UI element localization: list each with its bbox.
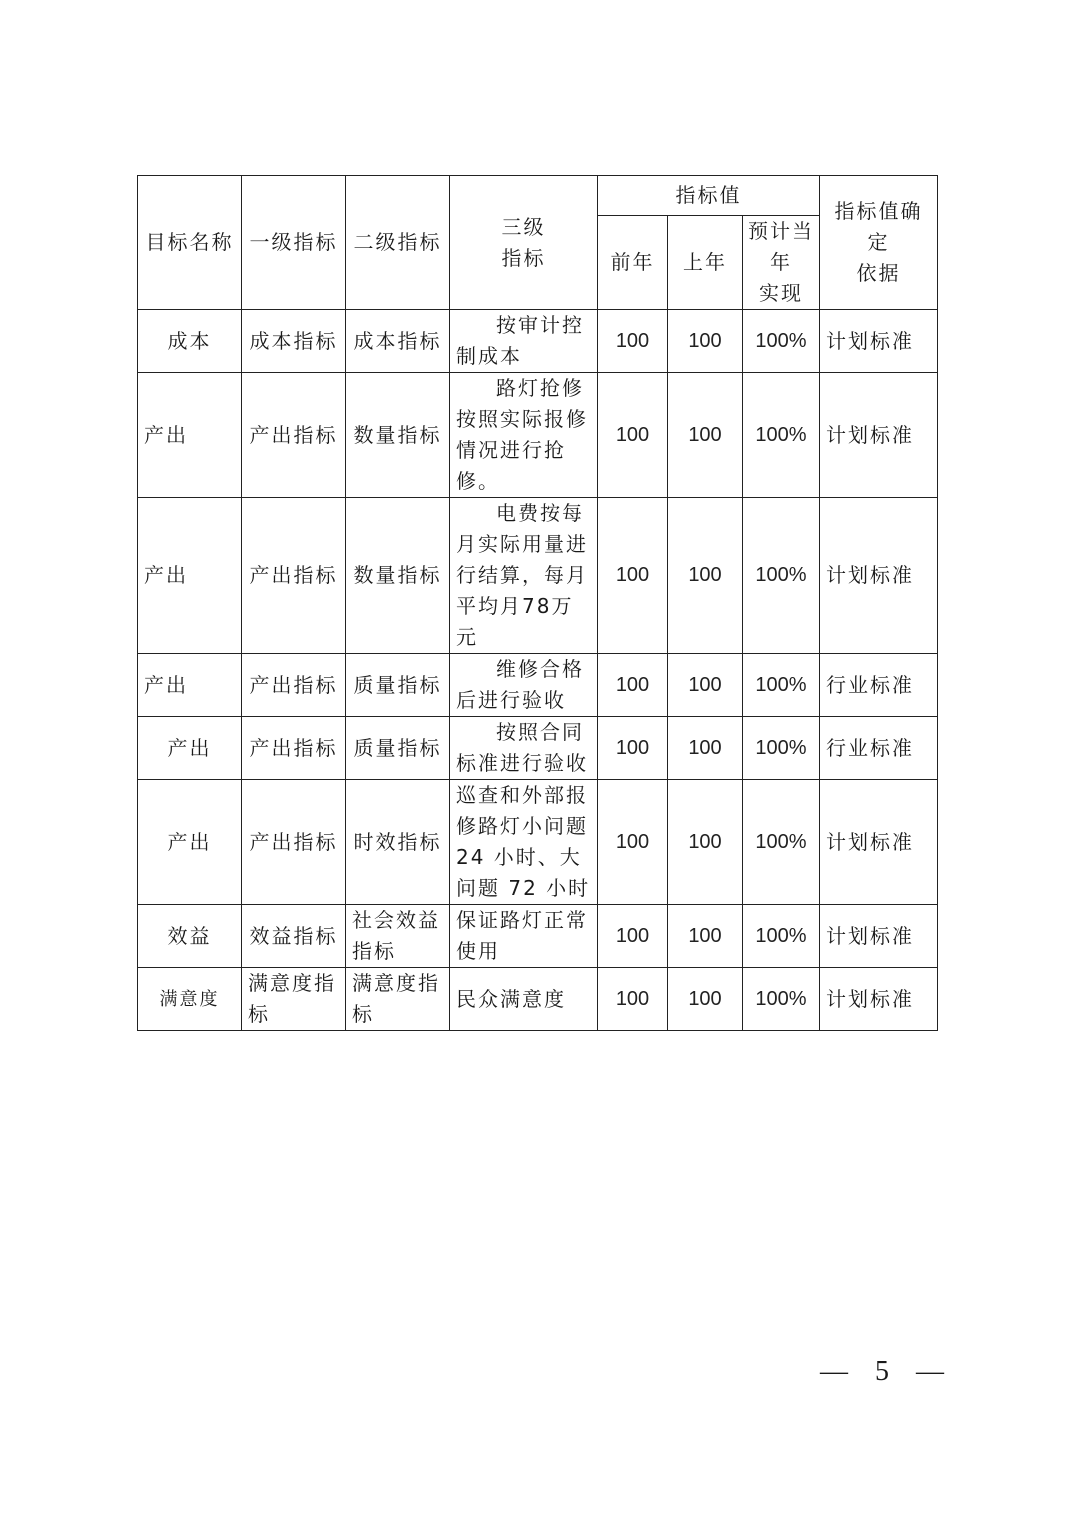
header-level1: 一级指标: [242, 176, 346, 310]
level2-cell: 数量指标: [346, 373, 450, 498]
prev-year-cell: 100: [598, 498, 668, 654]
prev-year-cell: 100: [598, 717, 668, 780]
table-row: [138, 968, 938, 1031]
expected-cell: 100%: [743, 498, 820, 654]
table-row: [138, 717, 938, 780]
basis-cell: 计划标准: [820, 373, 938, 498]
target-cell: 产出: [138, 717, 242, 780]
expected-cell: 100%: [743, 780, 820, 905]
level2-cell: 质量指标: [346, 717, 450, 780]
prev-year-cell: 100: [598, 654, 668, 717]
level1-cell: 产出指标: [242, 780, 346, 905]
header-expected: 预计当 年 实现: [743, 216, 820, 310]
expected-cell: 100%: [743, 968, 820, 1031]
table-row: [138, 373, 938, 498]
header-level3: 三级 指标: [450, 176, 598, 310]
basis-cell: 计划标准: [820, 905, 938, 968]
last-year-cell: 100: [668, 373, 743, 498]
level3-cell: 保证路灯正常使用: [450, 905, 598, 968]
level3-cell: 维修合格后进行验收: [450, 654, 598, 717]
level3-cell: 路灯抢修按照实际报修情况进行抢修。: [450, 373, 598, 498]
level1-cell: 产出指标: [242, 498, 346, 654]
table-row: [138, 310, 938, 373]
level3-cell: 巡查和外部报修路灯小问题24 小时、大问题 72 小时: [450, 780, 598, 905]
expected-cell: 100%: [743, 905, 820, 968]
level1-cell: 产出指标: [242, 373, 346, 498]
basis-cell: 行业标准: [820, 717, 938, 780]
level3-cell: 民众满意度: [450, 968, 598, 1031]
level3-cell: 按照合同标准进行验收: [450, 717, 598, 780]
header-level2: 二级指标: [346, 176, 450, 310]
level1-cell: 成本指标: [242, 310, 346, 373]
level1-cell: 产出指标: [242, 717, 346, 780]
header-basis: 指标值确 定 依据: [820, 176, 938, 310]
level2-cell: 社会效益指标: [346, 905, 450, 968]
last-year-cell: 100: [668, 498, 743, 654]
target-cell: 产出: [138, 373, 242, 498]
target-cell: 效益: [138, 905, 242, 968]
basis-cell: 计划标准: [820, 968, 938, 1031]
prev-year-cell: 100: [598, 373, 668, 498]
basis-cell: 行业标准: [820, 654, 938, 717]
last-year-cell: 100: [668, 905, 743, 968]
basis-cell: 计划标准: [820, 498, 938, 654]
expected-cell: 100%: [743, 373, 820, 498]
level2-cell: 满意度指标: [346, 968, 450, 1031]
prev-year-cell: 100: [598, 310, 668, 373]
level1-cell: 满意度指标: [242, 968, 346, 1031]
table-row: [138, 498, 938, 654]
expected-cell: 100%: [743, 310, 820, 373]
level1-cell: 效益指标: [242, 905, 346, 968]
last-year-cell: 100: [668, 310, 743, 373]
target-cell: 成本: [138, 310, 242, 373]
header-target-name: 目标名称: [138, 176, 242, 310]
basis-cell: 计划标准: [820, 310, 938, 373]
last-year-cell: 100: [668, 717, 743, 780]
performance-table: [137, 175, 938, 1031]
target-cell: 产出: [138, 780, 242, 905]
expected-cell: 100%: [743, 717, 820, 780]
level2-cell: 质量指标: [346, 654, 450, 717]
prev-year-cell: 100: [598, 968, 668, 1031]
level2-cell: 成本指标: [346, 310, 450, 373]
target-cell: 产出: [138, 498, 242, 654]
page-number: — 5 —: [820, 1356, 954, 1387]
header-prev-year: 前年: [598, 216, 668, 310]
last-year-cell: 100: [668, 968, 743, 1031]
level1-cell: 产出指标: [242, 654, 346, 717]
basis-cell: 计划标准: [820, 780, 938, 905]
target-cell: 满意度: [138, 968, 242, 1031]
level3-cell: 按审计控制成本: [450, 310, 598, 373]
level2-cell: 数量指标: [346, 498, 450, 654]
prev-year-cell: 100: [598, 780, 668, 905]
table-row: [138, 780, 938, 905]
expected-cell: 100%: [743, 654, 820, 717]
prev-year-cell: 100: [598, 905, 668, 968]
header-indicator-value: 指标值: [598, 176, 820, 216]
level2-cell: 时效指标: [346, 780, 450, 905]
table-row: [138, 905, 938, 968]
target-cell: 产出: [138, 654, 242, 717]
header-last-year: 上年: [668, 216, 743, 310]
last-year-cell: 100: [668, 654, 743, 717]
last-year-cell: 100: [668, 780, 743, 905]
table-row: [138, 654, 938, 717]
level3-cell: 电费按每月实际用量进行结算，每月平均月78万元: [450, 498, 598, 654]
